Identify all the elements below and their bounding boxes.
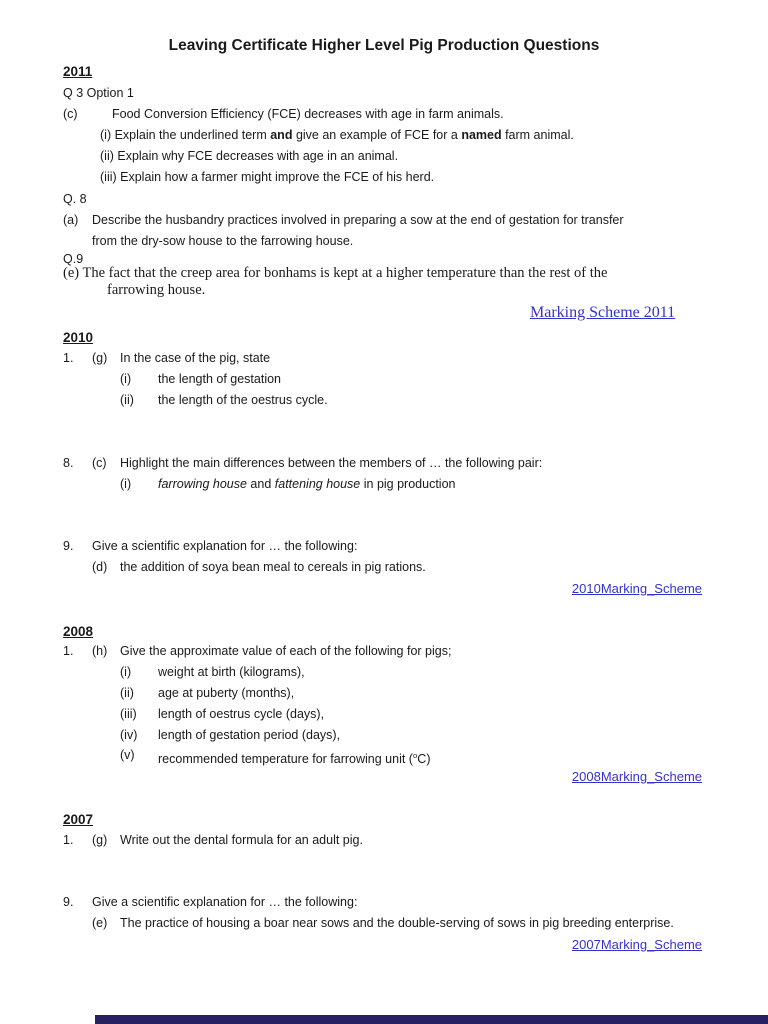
item-text-continued: farrowing house. — [107, 282, 206, 298]
item-text-continued: from the dry-sow house to the farrowing house. — [92, 234, 354, 248]
roman-label: (ii) — [120, 686, 134, 700]
question-number: 1. — [63, 833, 74, 847]
text-run: o — [412, 751, 418, 760]
sub-item-text: length of gestation period (days), — [158, 728, 341, 742]
item-label: (c) — [63, 107, 78, 121]
question-line-serif: (e) The fact that the creep area for bonhams is kept at a higher temperature than the rest of the — [63, 265, 608, 281]
text-run: fattening house — [274, 477, 361, 491]
sub-item: (iii) Explain how a farmer might improve the FCE of his herd. — [100, 170, 435, 184]
sub-item-text — [158, 477, 455, 492]
item-text: Give the approximate value of each of the following for pigs; — [120, 644, 452, 658]
sub-item: (ii) Explain why FCE decreases with age in an animal. — [100, 149, 399, 163]
text-run: in pig production — [360, 477, 456, 491]
sub-item-text: the length of the oestrus cycle. — [158, 393, 328, 407]
roman-label: (i) — [120, 372, 132, 386]
sub-item-text: length of oestrus cycle (days), — [158, 707, 325, 721]
next-page-edge — [95, 1015, 768, 1024]
item-text: the addition of soya bean meal to cereals in pig rations. — [120, 560, 426, 574]
roman-label: (iv) — [120, 728, 138, 742]
question-number: 8. — [63, 456, 74, 470]
sub-item-text: weight at birth (kilograms), — [158, 665, 305, 679]
item-label: (g) — [92, 351, 108, 365]
marking-scheme-2010-link[interactable]: 2010Marking_Scheme — [571, 581, 702, 596]
text-run: and — [246, 477, 275, 491]
item-text: Highlight the main differences between the members of … the following pair: — [120, 456, 543, 470]
item-text: Give a scientific explanation for … the following: — [92, 539, 358, 553]
text-run: and — [270, 128, 293, 142]
section-heading-2008: 2008 — [63, 624, 94, 639]
marking-scheme-2008-link[interactable]: 2008Marking_Scheme — [571, 769, 702, 784]
item-label: (d) — [92, 560, 108, 574]
item-label: (e) — [92, 916, 108, 930]
text-run: give an example of FCE for a — [292, 128, 462, 142]
roman-label: (iii) — [120, 707, 137, 721]
text-run: (i) Explain the underlined term — [100, 128, 271, 142]
question-number: 9. — [63, 895, 74, 909]
question-number: 1. — [63, 644, 74, 658]
roman-label: (i) — [120, 477, 132, 491]
item-text: Write out the dental formula for an adult pig. — [120, 833, 363, 847]
text-run: farm animal. — [501, 128, 574, 142]
sub-item-text: age at puberty (months), — [158, 686, 295, 700]
question-number: 9. — [63, 539, 74, 553]
question-number: 1. — [63, 351, 74, 365]
roman-label: (i) — [120, 665, 132, 679]
marking-scheme-2007-link[interactable]: 2007Marking_Scheme — [571, 937, 702, 952]
item-label: (g) — [92, 833, 108, 847]
section-heading-2011: 2011 — [63, 64, 93, 79]
item-label: (c) — [92, 456, 107, 470]
item-text: The practice of housing a boar near sows and the double-serving of sows in pig breeding enterprise. — [120, 916, 674, 930]
text-run: recommended temperature for farrowing unit ( — [158, 752, 413, 767]
roman-label: (v) — [120, 748, 135, 762]
question-header-q8: Q. 8 — [63, 192, 87, 206]
section-heading-2007: 2007 — [63, 812, 94, 827]
text-run: named — [461, 128, 502, 142]
section-heading-2010: 2010 — [63, 330, 94, 345]
roman-label: (ii) — [120, 393, 134, 407]
question-header-q3: Q 3 Option 1 — [63, 86, 134, 100]
item-text: Food Conversion Efficiency (FCE) decreases with age in farm animals. — [112, 107, 504, 121]
sub-item — [100, 128, 574, 143]
page-title: Leaving Certificate Higher Level Pig Production Questions — [168, 37, 600, 54]
marking-scheme-2011-link[interactable]: Marking Scheme 2011 — [530, 304, 676, 321]
text-run: farrowing house — [158, 477, 247, 491]
item-text: Give a scientific explanation for … the following: — [92, 895, 358, 909]
sub-item-text — [158, 748, 431, 767]
item-text: Describe the husbandry practices involved in preparing a sow at the end of gestation for transfer — [92, 213, 624, 227]
question-header-q9: Q.9 — [63, 252, 84, 266]
item-label: (a) — [63, 213, 79, 227]
text-run: C) — [417, 752, 431, 767]
item-label: (h) — [92, 644, 108, 658]
sub-item-text: the length of gestation — [158, 372, 282, 386]
item-text: In the case of the pig, state — [120, 351, 271, 365]
